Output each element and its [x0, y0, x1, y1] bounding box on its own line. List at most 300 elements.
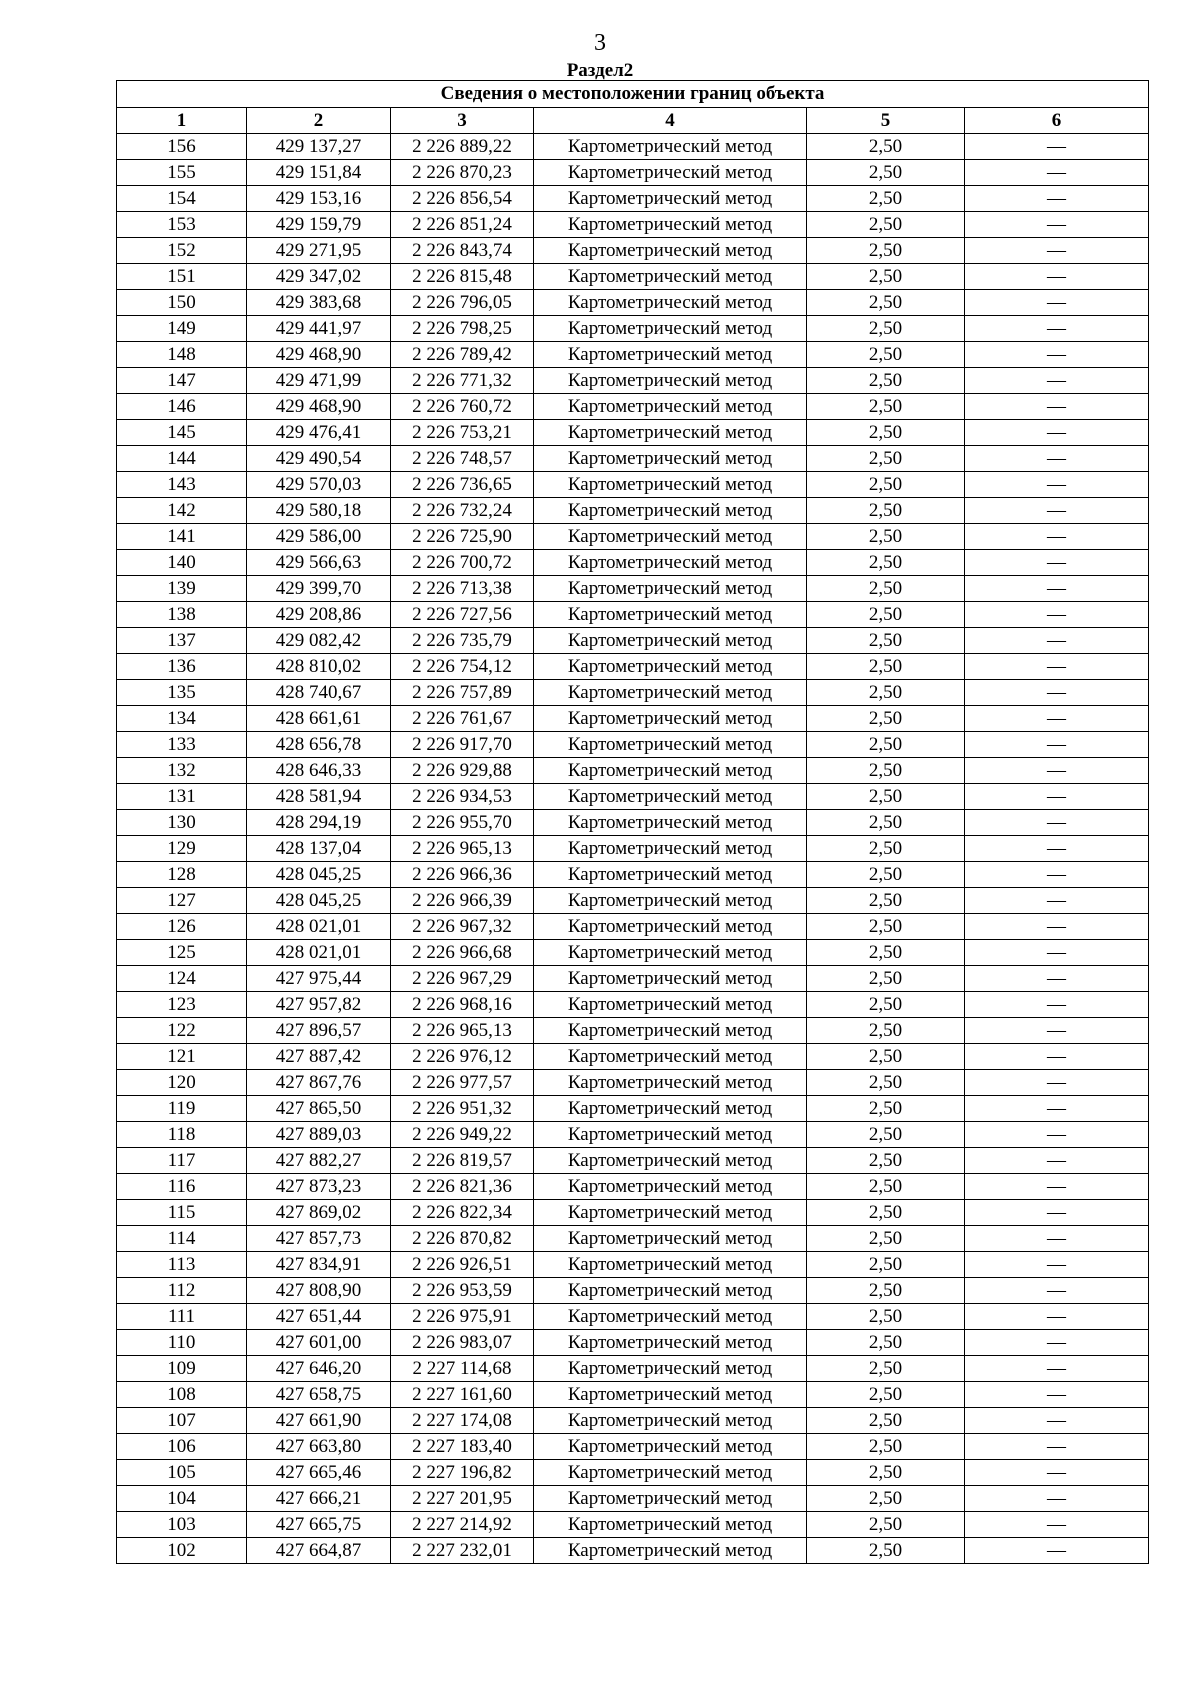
note-cell: —: [965, 628, 1149, 654]
method-cell: Картометрический метод: [534, 186, 807, 212]
note-cell: —: [965, 1512, 1149, 1538]
x-coordinate-cell: 427 834,91: [247, 1252, 391, 1278]
method-cell: Картометрический метод: [534, 238, 807, 264]
note-cell: —: [965, 1252, 1149, 1278]
y-coordinate-cell: 2 227 232,01: [391, 1538, 534, 1564]
x-coordinate-cell: 429 383,68: [247, 290, 391, 316]
x-coordinate-cell: 428 656,78: [247, 732, 391, 758]
y-coordinate-cell: 2 227 196,82: [391, 1460, 534, 1486]
point-number-cell: 135: [117, 680, 247, 706]
table-row: [117, 1538, 1149, 1564]
note-cell: —: [965, 680, 1149, 706]
point-number-cell: 141: [117, 524, 247, 550]
point-number-cell: 143: [117, 472, 247, 498]
table-row: [117, 290, 1149, 316]
note-cell: —: [965, 1148, 1149, 1174]
y-coordinate-cell: 2 226 735,79: [391, 628, 534, 654]
method-cell: Картометрический метод: [534, 446, 807, 472]
note-cell: —: [965, 992, 1149, 1018]
method-cell: Картометрический метод: [534, 940, 807, 966]
y-coordinate-cell: 2 226 821,36: [391, 1174, 534, 1200]
point-number-cell: 140: [117, 550, 247, 576]
accuracy-cell: 2,50: [807, 446, 965, 472]
table-row: [117, 1200, 1149, 1226]
note-cell: —: [965, 940, 1149, 966]
point-number-cell: 148: [117, 342, 247, 368]
accuracy-cell: 2,50: [807, 472, 965, 498]
table-row: [117, 1252, 1149, 1278]
accuracy-cell: 2,50: [807, 550, 965, 576]
method-cell: Картометрический метод: [534, 290, 807, 316]
point-number-cell: 108: [117, 1382, 247, 1408]
y-coordinate-cell: 2 226 917,70: [391, 732, 534, 758]
table-row: [117, 940, 1149, 966]
method-cell: Картометрический метод: [534, 784, 807, 810]
table-row: [117, 1044, 1149, 1070]
point-number-cell: 150: [117, 290, 247, 316]
point-number-cell: 125: [117, 940, 247, 966]
y-coordinate-cell: 2 226 968,16: [391, 992, 534, 1018]
note-cell: —: [965, 1226, 1149, 1252]
method-cell: Картометрический метод: [534, 1096, 807, 1122]
x-coordinate-cell: 429 471,99: [247, 368, 391, 394]
table-header-row: [117, 108, 1149, 134]
table-row: [117, 1304, 1149, 1330]
y-coordinate-cell: 2 227 201,95: [391, 1486, 534, 1512]
method-cell: Картометрический метод: [534, 472, 807, 498]
table-row: [117, 186, 1149, 212]
note-cell: —: [965, 1070, 1149, 1096]
table-row: [117, 1356, 1149, 1382]
table-row: [117, 862, 1149, 888]
x-coordinate-cell: 429 399,70: [247, 576, 391, 602]
method-cell: Картометрический метод: [534, 706, 807, 732]
method-cell: Картометрический метод: [534, 1304, 807, 1330]
y-coordinate-cell: 2 226 975,91: [391, 1304, 534, 1330]
method-cell: Картометрический метод: [534, 1018, 807, 1044]
note-cell: —: [965, 1382, 1149, 1408]
accuracy-cell: 2,50: [807, 134, 965, 160]
note-cell: —: [965, 784, 1149, 810]
method-cell: Картометрический метод: [534, 576, 807, 602]
column-header: 1: [117, 108, 247, 134]
table-row: [117, 1434, 1149, 1460]
accuracy-cell: 2,50: [807, 862, 965, 888]
y-coordinate-cell: 2 226 700,72: [391, 550, 534, 576]
table-row: [117, 1382, 1149, 1408]
note-cell: —: [965, 1538, 1149, 1564]
method-cell: Картометрический метод: [534, 1538, 807, 1564]
point-number-cell: 147: [117, 368, 247, 394]
note-cell: —: [965, 732, 1149, 758]
note-cell: —: [965, 368, 1149, 394]
y-coordinate-cell: 2 226 771,32: [391, 368, 534, 394]
table-row: [117, 628, 1149, 654]
y-coordinate-cell: 2 226 819,57: [391, 1148, 534, 1174]
y-coordinate-cell: 2 226 843,74: [391, 238, 534, 264]
accuracy-cell: 2,50: [807, 784, 965, 810]
accuracy-cell: 2,50: [807, 1356, 965, 1382]
point-number-cell: 129: [117, 836, 247, 862]
note-cell: —: [965, 524, 1149, 550]
accuracy-cell: 2,50: [807, 1486, 965, 1512]
y-coordinate-cell: 2 226 966,39: [391, 888, 534, 914]
y-coordinate-cell: 2 226 976,12: [391, 1044, 534, 1070]
x-coordinate-cell: 427 661,90: [247, 1408, 391, 1434]
accuracy-cell: 2,50: [807, 1200, 965, 1226]
point-number-cell: 120: [117, 1070, 247, 1096]
method-cell: Картометрический метод: [534, 992, 807, 1018]
method-cell: Картометрический метод: [534, 1122, 807, 1148]
y-coordinate-cell: 2 226 748,57: [391, 446, 534, 472]
accuracy-cell: 2,50: [807, 992, 965, 1018]
table-row: [117, 498, 1149, 524]
table-row: [117, 1070, 1149, 1096]
y-coordinate-cell: 2 226 951,32: [391, 1096, 534, 1122]
accuracy-cell: 2,50: [807, 1512, 965, 1538]
table-row: [117, 914, 1149, 940]
note-cell: —: [965, 472, 1149, 498]
accuracy-cell: 2,50: [807, 1382, 965, 1408]
point-number-cell: 145: [117, 420, 247, 446]
point-number-cell: 153: [117, 212, 247, 238]
table-row: [117, 784, 1149, 810]
method-cell: Картометрический метод: [534, 810, 807, 836]
x-coordinate-cell: 428 661,61: [247, 706, 391, 732]
y-coordinate-cell: 2 226 754,12: [391, 654, 534, 680]
table-row: [117, 1148, 1149, 1174]
point-number-cell: 113: [117, 1252, 247, 1278]
accuracy-cell: 2,50: [807, 1538, 965, 1564]
y-coordinate-cell: 2 226 856,54: [391, 186, 534, 212]
method-cell: Картометрический метод: [534, 1174, 807, 1200]
x-coordinate-cell: 427 889,03: [247, 1122, 391, 1148]
y-coordinate-cell: 2 226 953,59: [391, 1278, 534, 1304]
point-number-cell: 146: [117, 394, 247, 420]
table-row: [117, 1122, 1149, 1148]
point-number-cell: 118: [117, 1122, 247, 1148]
x-coordinate-cell: 429 082,42: [247, 628, 391, 654]
note-cell: —: [965, 1096, 1149, 1122]
accuracy-cell: 2,50: [807, 394, 965, 420]
point-number-cell: 112: [117, 1278, 247, 1304]
note-cell: —: [965, 602, 1149, 628]
accuracy-cell: 2,50: [807, 1096, 965, 1122]
y-coordinate-cell: 2 227 214,92: [391, 1512, 534, 1538]
point-number-cell: 114: [117, 1226, 247, 1252]
method-cell: Картометрический метод: [534, 420, 807, 446]
table-row: [117, 420, 1149, 446]
note-cell: —: [965, 394, 1149, 420]
point-number-cell: 121: [117, 1044, 247, 1070]
table-row: [117, 446, 1149, 472]
y-coordinate-cell: 2 226 983,07: [391, 1330, 534, 1356]
table-row: [117, 810, 1149, 836]
accuracy-cell: 2,50: [807, 654, 965, 680]
accuracy-cell: 2,50: [807, 368, 965, 394]
note-cell: —: [965, 1174, 1149, 1200]
point-number-cell: 106: [117, 1434, 247, 1460]
note-cell: —: [965, 836, 1149, 862]
table-row: [117, 160, 1149, 186]
point-number-cell: 138: [117, 602, 247, 628]
point-number-cell: 131: [117, 784, 247, 810]
x-coordinate-cell: 428 646,33: [247, 758, 391, 784]
method-cell: Картометрический метод: [534, 1434, 807, 1460]
y-coordinate-cell: 2 226 967,29: [391, 966, 534, 992]
accuracy-cell: 2,50: [807, 1018, 965, 1044]
note-cell: —: [965, 1200, 1149, 1226]
x-coordinate-cell: 428 294,19: [247, 810, 391, 836]
note-cell: —: [965, 1018, 1149, 1044]
table-row: [117, 1018, 1149, 1044]
note-cell: —: [965, 888, 1149, 914]
y-coordinate-cell: 2 226 929,88: [391, 758, 534, 784]
accuracy-cell: 2,50: [807, 732, 965, 758]
note-cell: —: [965, 758, 1149, 784]
y-coordinate-cell: 2 226 798,25: [391, 316, 534, 342]
method-cell: Картометрический метод: [534, 1070, 807, 1096]
x-coordinate-cell: 427 869,02: [247, 1200, 391, 1226]
y-coordinate-cell: 2 226 949,22: [391, 1122, 534, 1148]
accuracy-cell: 2,50: [807, 1174, 965, 1200]
y-coordinate-cell: 2 226 870,23: [391, 160, 534, 186]
point-number-cell: 104: [117, 1486, 247, 1512]
method-cell: Картометрический метод: [534, 602, 807, 628]
page-number: 3: [594, 30, 606, 56]
note-cell: —: [965, 186, 1149, 212]
x-coordinate-cell: 429 468,90: [247, 342, 391, 368]
accuracy-cell: 2,50: [807, 706, 965, 732]
x-coordinate-cell: 427 666,21: [247, 1486, 391, 1512]
x-coordinate-cell: 427 651,44: [247, 1304, 391, 1330]
accuracy-cell: 2,50: [807, 888, 965, 914]
accuracy-cell: 2,50: [807, 1070, 965, 1096]
y-coordinate-cell: 2 226 713,38: [391, 576, 534, 602]
accuracy-cell: 2,50: [807, 1330, 965, 1356]
method-cell: Картометрический метод: [534, 1148, 807, 1174]
x-coordinate-cell: 429 570,03: [247, 472, 391, 498]
point-number-cell: 123: [117, 992, 247, 1018]
y-coordinate-cell: 2 226 727,56: [391, 602, 534, 628]
point-number-cell: 127: [117, 888, 247, 914]
x-coordinate-cell: 427 957,82: [247, 992, 391, 1018]
accuracy-cell: 2,50: [807, 1304, 965, 1330]
accuracy-cell: 2,50: [807, 212, 965, 238]
method-cell: Картометрический метод: [534, 836, 807, 862]
x-coordinate-cell: 429 151,84: [247, 160, 391, 186]
x-coordinate-cell: 427 887,42: [247, 1044, 391, 1070]
x-coordinate-cell: 429 271,95: [247, 238, 391, 264]
section-title: Раздел2: [566, 60, 634, 81]
point-number-cell: 105: [117, 1460, 247, 1486]
table-row: [117, 264, 1149, 290]
x-coordinate-cell: 429 137,27: [247, 134, 391, 160]
table-row: [117, 654, 1149, 680]
y-coordinate-cell: 2 226 789,42: [391, 342, 534, 368]
point-number-cell: 139: [117, 576, 247, 602]
method-cell: Картометрический метод: [534, 264, 807, 290]
x-coordinate-cell: 427 867,76: [247, 1070, 391, 1096]
point-number-cell: 144: [117, 446, 247, 472]
method-cell: Картометрический метод: [534, 1226, 807, 1252]
y-coordinate-cell: 2 226 736,65: [391, 472, 534, 498]
note-cell: —: [965, 1044, 1149, 1070]
table-row: [117, 1512, 1149, 1538]
method-cell: Картометрический метод: [534, 160, 807, 186]
note-cell: —: [965, 1356, 1149, 1382]
x-coordinate-cell: 429 208,86: [247, 602, 391, 628]
x-coordinate-cell: 427 873,23: [247, 1174, 391, 1200]
column-header: 2: [247, 108, 391, 134]
note-cell: —: [965, 212, 1149, 238]
note-cell: —: [965, 576, 1149, 602]
x-coordinate-cell: 427 896,57: [247, 1018, 391, 1044]
x-coordinate-cell: 429 441,97: [247, 316, 391, 342]
method-cell: Картометрический метод: [534, 862, 807, 888]
table-row: [117, 576, 1149, 602]
accuracy-cell: 2,50: [807, 1434, 965, 1460]
point-number-cell: 115: [117, 1200, 247, 1226]
y-coordinate-cell: 2 226 822,34: [391, 1200, 534, 1226]
table-row: [117, 134, 1149, 160]
accuracy-cell: 2,50: [807, 316, 965, 342]
point-number-cell: 109: [117, 1356, 247, 1382]
x-coordinate-cell: 427 865,50: [247, 1096, 391, 1122]
table-row: [117, 732, 1149, 758]
point-number-cell: 117: [117, 1148, 247, 1174]
table-row: [117, 1460, 1149, 1486]
accuracy-cell: 2,50: [807, 1460, 965, 1486]
note-cell: —: [965, 706, 1149, 732]
column-header: 3: [391, 108, 534, 134]
table-row: [117, 316, 1149, 342]
y-coordinate-cell: 2 226 967,32: [391, 914, 534, 940]
point-number-cell: 137: [117, 628, 247, 654]
method-cell: Картометрический метод: [534, 1460, 807, 1486]
x-coordinate-cell: 427 975,44: [247, 966, 391, 992]
table-row: [117, 212, 1149, 238]
point-number-cell: 128: [117, 862, 247, 888]
point-number-cell: 154: [117, 186, 247, 212]
accuracy-cell: 2,50: [807, 290, 965, 316]
y-coordinate-cell: 2 226 796,05: [391, 290, 534, 316]
note-cell: —: [965, 1408, 1149, 1434]
x-coordinate-cell: 427 665,75: [247, 1512, 391, 1538]
y-coordinate-cell: 2 226 732,24: [391, 498, 534, 524]
table-row: [117, 1096, 1149, 1122]
table-body: [117, 134, 1149, 1564]
accuracy-cell: 2,50: [807, 1226, 965, 1252]
y-coordinate-cell: 2 227 161,60: [391, 1382, 534, 1408]
accuracy-cell: 2,50: [807, 576, 965, 602]
table-row: [117, 368, 1149, 394]
method-cell: Картометрический метод: [534, 654, 807, 680]
method-cell: Картометрический метод: [534, 1486, 807, 1512]
table-row: [117, 680, 1149, 706]
point-number-cell: 134: [117, 706, 247, 732]
column-header: 6: [965, 108, 1149, 134]
note-cell: —: [965, 914, 1149, 940]
table-row: [117, 706, 1149, 732]
point-number-cell: 155: [117, 160, 247, 186]
x-coordinate-cell: 428 740,67: [247, 680, 391, 706]
accuracy-cell: 2,50: [807, 940, 965, 966]
accuracy-cell: 2,50: [807, 810, 965, 836]
point-number-cell: 126: [117, 914, 247, 940]
y-coordinate-cell: 2 227 114,68: [391, 1356, 534, 1382]
note-cell: —: [965, 862, 1149, 888]
note-cell: —: [965, 1330, 1149, 1356]
point-number-cell: 133: [117, 732, 247, 758]
method-cell: Картометрический метод: [534, 1330, 807, 1356]
method-cell: Картометрический метод: [534, 914, 807, 940]
table-row: [117, 1278, 1149, 1304]
table-row: [117, 342, 1149, 368]
x-coordinate-cell: 428 021,01: [247, 940, 391, 966]
method-cell: Картометрический метод: [534, 1382, 807, 1408]
note-cell: —: [965, 316, 1149, 342]
method-cell: Картометрический метод: [534, 342, 807, 368]
note-cell: —: [965, 498, 1149, 524]
method-cell: Картометрический метод: [534, 1356, 807, 1382]
x-coordinate-cell: 428 810,02: [247, 654, 391, 680]
y-coordinate-cell: 2 226 753,21: [391, 420, 534, 446]
y-coordinate-cell: 2 226 870,82: [391, 1226, 534, 1252]
accuracy-cell: 2,50: [807, 628, 965, 654]
y-coordinate-cell: 2 226 761,67: [391, 706, 534, 732]
note-cell: —: [965, 264, 1149, 290]
accuracy-cell: 2,50: [807, 1252, 965, 1278]
table-row: [117, 1408, 1149, 1434]
point-number-cell: 130: [117, 810, 247, 836]
accuracy-cell: 2,50: [807, 1044, 965, 1070]
note-cell: —: [965, 134, 1149, 160]
column-header: 4: [534, 108, 807, 134]
note-cell: —: [965, 446, 1149, 472]
accuracy-cell: 2,50: [807, 758, 965, 784]
point-number-cell: 156: [117, 134, 247, 160]
note-cell: —: [965, 290, 1149, 316]
x-coordinate-cell: 429 490,54: [247, 446, 391, 472]
y-coordinate-cell: 2 226 965,13: [391, 1018, 534, 1044]
x-coordinate-cell: 429 476,41: [247, 420, 391, 446]
accuracy-cell: 2,50: [807, 342, 965, 368]
accuracy-cell: 2,50: [807, 186, 965, 212]
y-coordinate-cell: 2 226 851,24: [391, 212, 534, 238]
x-coordinate-cell: 429 468,90: [247, 394, 391, 420]
x-coordinate-cell: 428 581,94: [247, 784, 391, 810]
x-coordinate-cell: 427 601,00: [247, 1330, 391, 1356]
method-cell: Картометрический метод: [534, 550, 807, 576]
note-cell: —: [965, 160, 1149, 186]
accuracy-cell: 2,50: [807, 524, 965, 550]
note-cell: —: [965, 550, 1149, 576]
y-coordinate-cell: 2 226 757,89: [391, 680, 534, 706]
point-number-cell: 110: [117, 1330, 247, 1356]
note-cell: —: [965, 1486, 1149, 1512]
x-coordinate-cell: 429 153,16: [247, 186, 391, 212]
method-cell: Картометрический метод: [534, 966, 807, 992]
note-cell: —: [965, 1278, 1149, 1304]
table-row: [117, 888, 1149, 914]
method-cell: Картометрический метод: [534, 888, 807, 914]
y-coordinate-cell: 2 226 977,57: [391, 1070, 534, 1096]
y-coordinate-cell: 2 226 965,13: [391, 836, 534, 862]
table-row: [117, 1486, 1149, 1512]
method-cell: Картометрический метод: [534, 1044, 807, 1070]
x-coordinate-cell: 429 566,63: [247, 550, 391, 576]
